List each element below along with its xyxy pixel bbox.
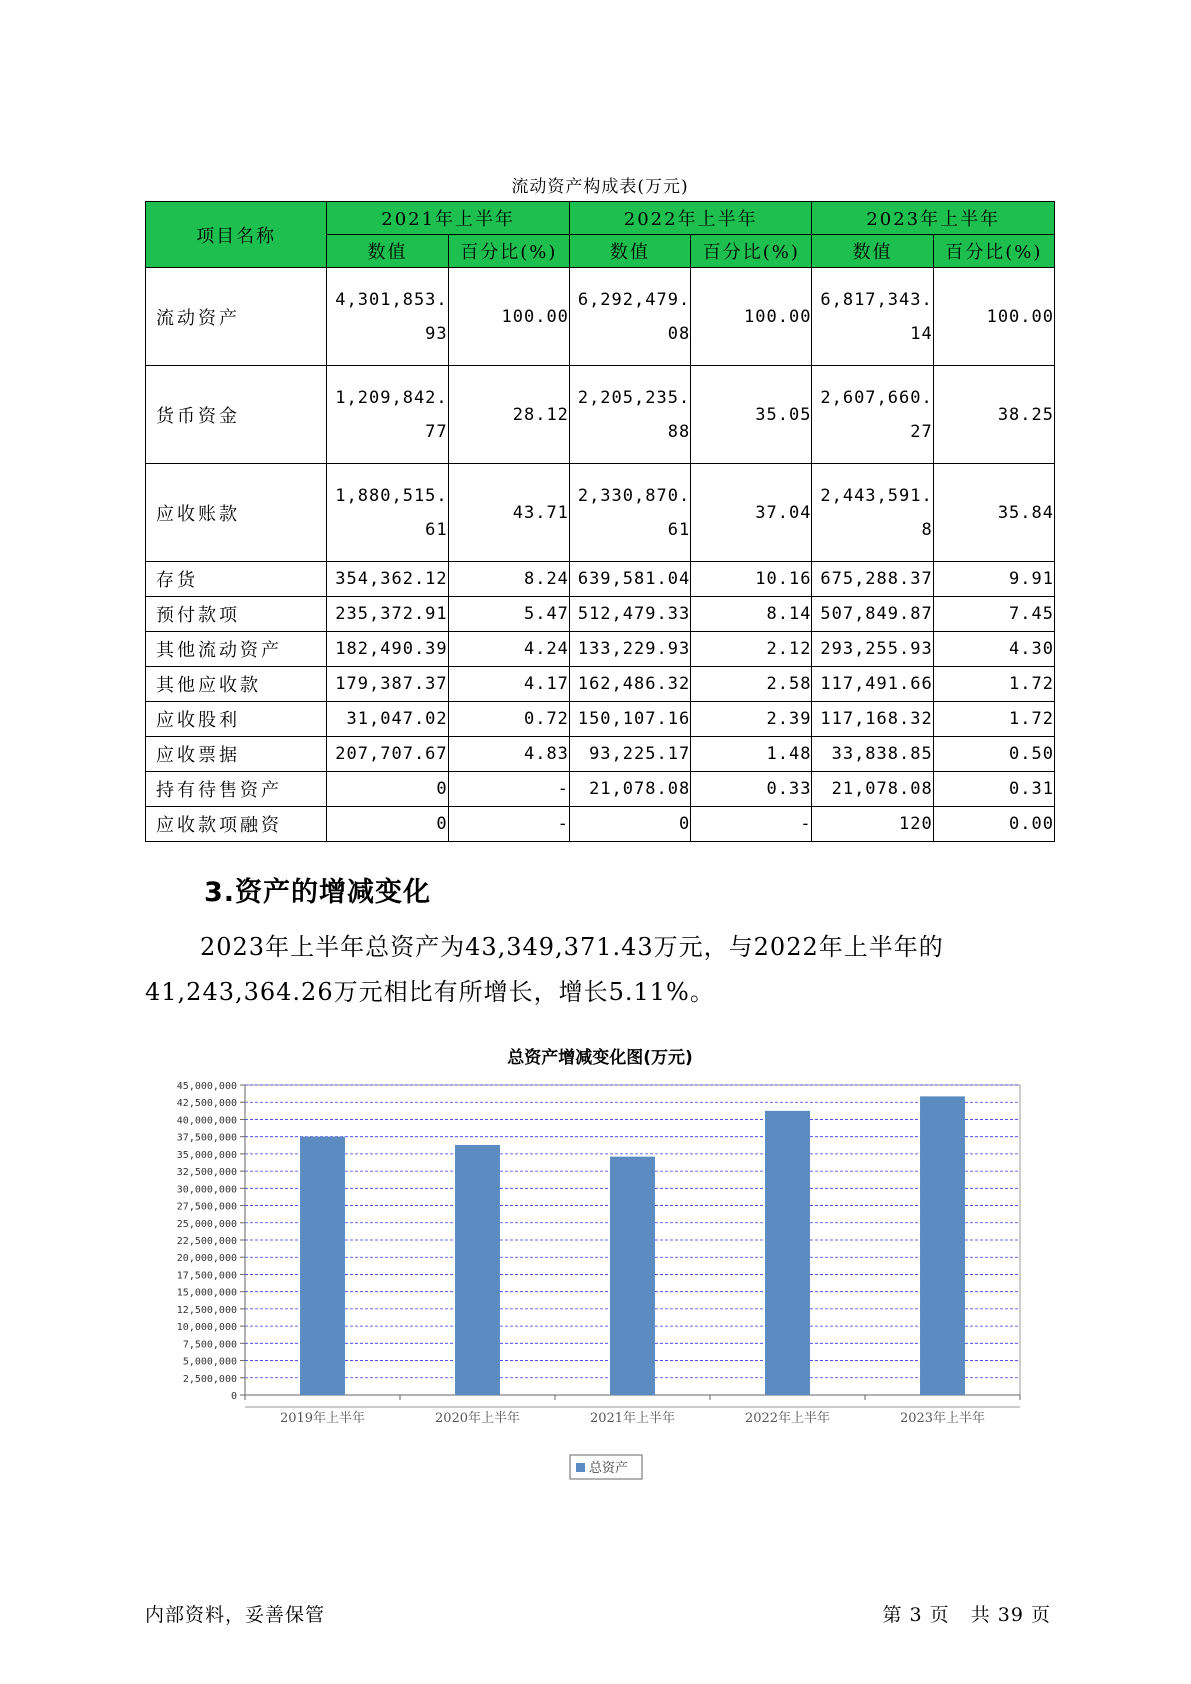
header-percent: 百分比(%)	[448, 235, 569, 268]
value-cell: 0	[327, 772, 448, 807]
x-tick-label: 2019年上半年	[279, 1411, 366, 1426]
bar	[920, 1096, 965, 1395]
percent-cell: 43.71	[448, 464, 569, 562]
value-cell: 6,817,343.14	[812, 268, 933, 366]
value-cell: 179,387.37	[327, 667, 448, 702]
value-cell: 507,849.87	[812, 597, 933, 632]
table-row	[146, 268, 1055, 366]
value-cell: 1,880,515.61	[327, 464, 448, 562]
header-period-2021: 2021年上半年	[327, 202, 570, 235]
percent-cell: 4.83	[448, 737, 569, 772]
section-paragraph: 2023年上半年总资产为43,349,371.43万元，与2022年上半年的41,243,364.26万元相比有所增长，增长5.11%。	[145, 933, 944, 1006]
percent-cell: 2.58	[691, 667, 812, 702]
bar	[300, 1137, 345, 1395]
percent-cell: 0.33	[691, 772, 812, 807]
table-row	[146, 807, 1055, 842]
header-value: 数值	[569, 235, 690, 268]
percent-cell: 28.12	[448, 366, 569, 464]
y-tick-label: 7,500,000	[182, 1339, 237, 1351]
y-tick-label: 40,000,000	[176, 1115, 237, 1127]
percent-cell: 2.39	[691, 702, 812, 737]
y-tick-label: 20,000,000	[176, 1253, 237, 1265]
row-label: 持有待售资产	[146, 772, 327, 807]
value-cell: 117,168.32	[812, 702, 933, 737]
row-label: 预付款项	[146, 597, 327, 632]
row-label: 应收款项融资	[146, 807, 327, 842]
percent-cell: 0.72	[448, 702, 569, 737]
value-cell: 93,225.17	[569, 737, 690, 772]
percent-cell: 1.72	[933, 702, 1054, 737]
percent-cell: 4.24	[448, 632, 569, 667]
value-cell: 162,486.32	[569, 667, 690, 702]
row-label: 其他应收款	[146, 667, 327, 702]
value-cell: 33,838.85	[812, 737, 933, 772]
percent-cell: 0.00	[933, 807, 1054, 842]
header-value: 数值	[812, 235, 933, 268]
value-cell: 512,479.33	[569, 597, 690, 632]
row-label: 货币资金	[146, 366, 327, 464]
chart-title: 总资产增减变化图(万元)	[507, 1048, 693, 1068]
y-tick-label: 37,500,000	[176, 1132, 237, 1144]
x-tick-label: 2022年上半年	[744, 1411, 831, 1426]
value-cell: 1,209,842.77	[327, 366, 448, 464]
percent-cell: -	[448, 807, 569, 842]
value-cell: 2,330,870.61	[569, 464, 690, 562]
y-tick-label: 30,000,000	[176, 1184, 237, 1196]
value-cell: 639,581.04	[569, 562, 690, 597]
y-tick-label: 10,000,000	[176, 1322, 237, 1334]
percent-cell: 35.05	[691, 366, 812, 464]
y-tick-label: 32,500,000	[176, 1167, 237, 1179]
value-cell: 133,229.93	[569, 632, 690, 667]
value-cell: 21,078.08	[812, 772, 933, 807]
row-label: 应收账款	[146, 464, 327, 562]
total-assets-bar-chart	[160, 1070, 1030, 1500]
y-tick-label: 27,500,000	[176, 1201, 237, 1213]
value-cell: 182,490.39	[327, 632, 448, 667]
y-tick-label: 15,000,000	[176, 1287, 237, 1299]
value-cell: 235,372.91	[327, 597, 448, 632]
percent-cell: 10.16	[691, 562, 812, 597]
percent-cell: 0.50	[933, 737, 1054, 772]
percent-cell: 38.25	[933, 366, 1054, 464]
value-cell: 354,362.12	[327, 562, 448, 597]
percent-cell: 2.12	[691, 632, 812, 667]
table-row	[146, 702, 1055, 737]
y-tick-label: 5,000,000	[182, 1356, 237, 1368]
value-cell: 2,607,660.27	[812, 366, 933, 464]
table-row	[146, 667, 1055, 702]
current-assets-table	[145, 201, 1055, 842]
header-period-2022: 2022年上半年	[569, 202, 812, 235]
percent-cell: -	[691, 807, 812, 842]
x-tick-label: 2023年上半年	[899, 1411, 986, 1426]
legend-label: 总资产	[589, 1461, 629, 1476]
bar	[610, 1157, 655, 1395]
percent-cell: 1.48	[691, 737, 812, 772]
percent-cell: 35.84	[933, 464, 1054, 562]
header-item-name: 项目名称	[146, 202, 327, 268]
header-percent: 百分比(%)	[933, 235, 1054, 268]
percent-cell: 8.14	[691, 597, 812, 632]
percent-cell: 9.91	[933, 562, 1054, 597]
legend-swatch	[576, 1463, 585, 1472]
value-cell: 21,078.08	[569, 772, 690, 807]
percent-cell: -	[448, 772, 569, 807]
table-row	[146, 632, 1055, 667]
y-tick-label: 0	[230, 1391, 237, 1402]
x-tick-label: 2021年上半年	[589, 1411, 676, 1426]
percent-cell: 5.47	[448, 597, 569, 632]
x-tick-label: 2020年上半年	[434, 1411, 521, 1426]
value-cell: 0	[569, 807, 690, 842]
table-row	[146, 737, 1055, 772]
percent-cell: 100.00	[448, 268, 569, 366]
table-row	[146, 464, 1055, 562]
bar	[455, 1145, 500, 1395]
percent-cell: 100.00	[933, 268, 1054, 366]
row-label: 应收股利	[146, 702, 327, 737]
value-cell: 4,301,853.93	[327, 268, 448, 366]
header-period-2023: 2023年上半年	[812, 202, 1055, 235]
value-cell: 150,107.16	[569, 702, 690, 737]
y-tick-label: 12,500,000	[176, 1304, 237, 1316]
value-cell: 293,255.93	[812, 632, 933, 667]
value-cell: 2,205,235.88	[569, 366, 690, 464]
y-tick-label: 25,000,000	[176, 1218, 237, 1230]
table-row	[146, 772, 1055, 807]
table-caption: 流动资产构成表(万元)	[511, 177, 689, 197]
row-label: 应收票据	[146, 737, 327, 772]
y-tick-label: 22,500,000	[176, 1236, 237, 1247]
percent-cell: 1.72	[933, 667, 1054, 702]
y-tick-label: 17,500,000	[176, 1270, 237, 1282]
value-cell: 675,288.37	[812, 562, 933, 597]
value-cell: 2,443,591.8	[812, 464, 933, 562]
table-row	[146, 597, 1055, 632]
percent-cell: 4.30	[933, 632, 1054, 667]
row-label: 其他流动资产	[146, 632, 327, 667]
percent-cell: 4.17	[448, 667, 569, 702]
section-heading: 3.资产的增减变化	[204, 877, 432, 908]
y-tick-label: 2,500,000	[182, 1373, 237, 1385]
percent-cell: 7.45	[933, 597, 1054, 632]
value-cell: 0	[327, 807, 448, 842]
value-cell: 207,707.67	[327, 737, 448, 772]
percent-cell: 0.31	[933, 772, 1054, 807]
row-label: 流动资产	[146, 268, 327, 366]
percent-cell: 37.04	[691, 464, 812, 562]
bar	[765, 1111, 810, 1395]
row-label: 存货	[146, 562, 327, 597]
y-tick-label: 35,000,000	[176, 1149, 237, 1161]
percent-cell: 100.00	[691, 268, 812, 366]
table-row	[146, 562, 1055, 597]
percent-cell: 8.24	[448, 562, 569, 597]
value-cell: 120	[812, 807, 933, 842]
value-cell: 6,292,479.08	[569, 268, 690, 366]
y-tick-label: 42,500,000	[176, 1098, 237, 1110]
table-row	[146, 366, 1055, 464]
y-tick-label: 45,000,000	[176, 1081, 237, 1092]
value-cell: 31,047.02	[327, 702, 448, 737]
header-value: 数值	[327, 235, 448, 268]
footer-page-number: 第 3 页 共 39 页	[882, 1604, 1051, 1626]
header-percent: 百分比(%)	[691, 235, 812, 268]
value-cell: 117,491.66	[812, 667, 933, 702]
footer-confidential: 内部资料，妥善保管	[145, 1604, 326, 1626]
